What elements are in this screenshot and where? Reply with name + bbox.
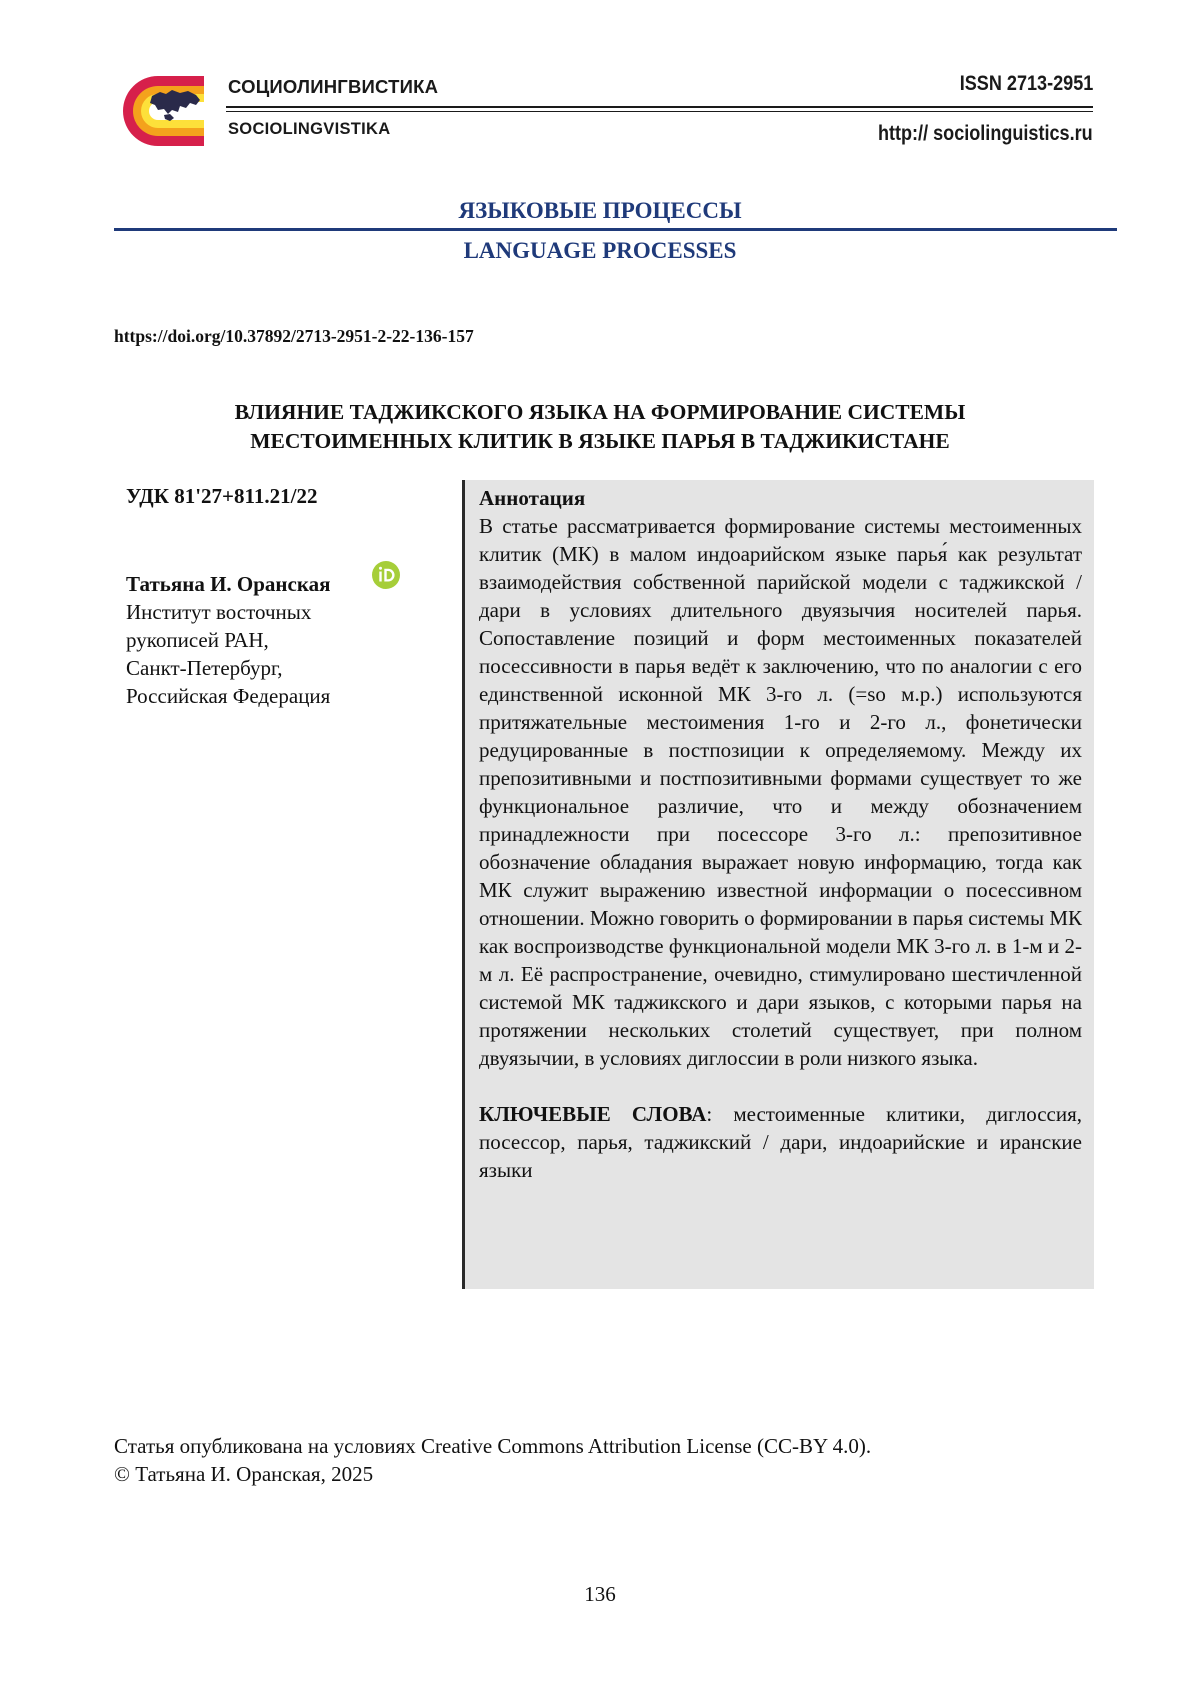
header-divider-thin	[226, 111, 1093, 112]
author-affiliation	[126, 598, 426, 710]
section-divider	[114, 228, 1117, 231]
keywords-label: КЛЮЧЕВЫЕ СЛОВА	[479, 1102, 707, 1126]
abstract-box	[462, 480, 1094, 1289]
license-notice	[114, 1432, 871, 1488]
section-title-ru: ЯЗЫКОВЫЕ ПРОЦЕССЫ	[458, 198, 742, 223]
issn-label: ISSN 2713-2951	[959, 72, 1093, 95]
keywords-text: : местоименные клитики, диглоссия, посессор, парья, таджикский / дари, индоарийские и иранские языки	[479, 1102, 1083, 1182]
article-title	[0, 398, 1200, 456]
copyright-text: © Татьяна И. Оранская, 2025	[114, 1462, 374, 1486]
abstract-text: В статье рассматривается формирование системы местоименных клитик (МК) в малом индоарийском языке парья́ как результат взаимодействия собственной парийской модели с таджикской / дари в условиях длительного двуязычия носителей парья. Сопоставление позиций и форм местоименных показателей посессивности в парья ведёт к заключению, что по аналогии с его единственной исконной МК 3-го л. (=so м.р.) используются притяжательные местоимения 1-го и 2-го л., фонетически редуцированные в постпозиции к определяемому. Между их препозитивными и постпозитивными формами существует то же функциональное различие, что и между обозначением принадлежности при посессоре 3-го л.: препозитивное обозначение обладания выражает новую информацию, тогда как МК служит выражению известной информации о посессивном отношении. Можно говорить о формировании в парья системы МК как воспроизводстве функциональной модели МК 3-го л. в 1-м и 2-м л. Её распространение, очевидно, стимулировано шестичленной системой МК таджикского и дари языков, с которыми парья на протяжении нескольких столетий существует, при полном двуязычии, в условиях диглоссии в роли низкого языка.	[479, 514, 1082, 1070]
license-text: Статья опубликована на условиях Creative Commons Attribution License (CC-BY 4.0).	[114, 1434, 872, 1458]
section-title-en: LANGUAGE PROCESSES	[463, 238, 737, 263]
doi-link[interactable]: https://doi.org/10.37892/2713-2951-2-22-136-157	[114, 326, 474, 346]
affiliation-line: Российская Федерация	[126, 684, 331, 708]
affiliation-line: рукописей РАН,	[126, 628, 269, 652]
abstract-content	[479, 484, 1082, 1184]
article-title-line: МЕСТОИМЕННЫХ КЛИТИК В ЯЗЫКЕ ПАРЬЯ В ТАДЖИКИСТАНЕ	[250, 429, 950, 453]
page-number: 136	[584, 1582, 616, 1606]
affiliation-line: Санкт-Петербург,	[126, 656, 283, 680]
journal-title-en: SOCIOLINGVISTIKA	[228, 120, 391, 138]
keywords	[479, 1100, 1082, 1184]
journal-website-link[interactable]: http:// sociolinguistics.ru	[878, 122, 1093, 145]
orcid-icon[interactable]	[371, 560, 401, 590]
journal-title-ru: СОЦИОЛИНГВИСТИКА	[228, 76, 439, 97]
abstract-heading: Аннотация	[479, 486, 586, 510]
author-name: Татьяна И. Оранская	[126, 572, 331, 596]
journal-logo-icon	[108, 72, 208, 150]
header-divider	[226, 106, 1093, 108]
article-title-line: ВЛИЯНИЕ ТАДЖИКСКОГО ЯЗЫКА НА ФОРМИРОВАНИЕ СИСТЕМЫ	[234, 400, 966, 424]
affiliation-line: Институт восточных	[126, 600, 312, 624]
udk-code: УДК 81'27+811.21/22	[126, 484, 318, 508]
